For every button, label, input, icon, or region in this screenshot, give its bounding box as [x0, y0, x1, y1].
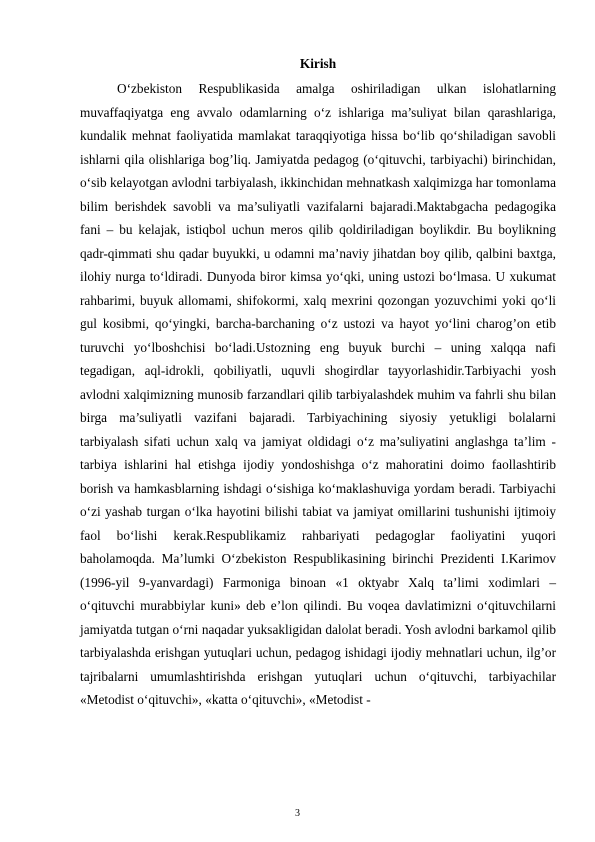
- page-number: 3: [295, 808, 300, 819]
- document-page: [80, 55, 556, 712]
- body-paragraph: O‘zbekiston Respublikasida amalga oshiriladigan ulkan islohatlarning muvaffaqiyatga eng avvalo odamlarning o‘z ishlariga ma’suliyat bilan qarashlariga, kundalik mehnat faoliyatida mamlakat taraqqiyotiga hissa bo‘lib qo‘shiladigan savobli ishlarni qila olishlariga bog’liq. Jamiyatda pedagog (o‘qituvchi, tarbiyachi) birinchidan, o‘sib kelayotgan avlodni tarbiyalash, ikkinchidan mehnatkash xalqimizga har tomonlama bilim berishdek savobli va ma’suliyatli vazifalarni bajaradi.Maktabgacha pedagogika fani – bu kelajak, istiqbol uchun meros qilib qoldiriladigan boylikdir. Bu boylikning qadr-qimmati shu qadar buyukki, u odamni ma’naviy jihatdan boy qilib, qalbini baxtga, ilohiy nurga to‘ldiradi. Dunyoda biror kimsa yo‘qki, uning ustozi bo‘lmasa. U xukumat rahbarimi, buyuk allomami, shifokormi, xalq mexrini qozongan yozuvchimi yoki qo‘li gul kosibmi, qo‘yingki, barcha-barchaning o‘z ustozi va hayot yo‘lini charog’on etib turuvchi yo‘lboshchisi bo‘ladi.Ustozning eng buyuk burchi – uning xalqqa nafi tegadigan, aql-idrokli, qobiliyatli, uquvli shogirdlar tayyorlashidir.Tarbiyachi yosh avlodni xalqimizning munosib farzandlari qilib tarbiyalashdek muhim va fahrli shu bilan birga ma’suliyatli vazifani bajaradi. Tarbiyachining siyosiy yetukligi bolalarni tarbiyalash sifati uchun xalq va jamiyat oldidagi o‘z ma’suliyatini anglashga ta’lim - tarbiya ishlarini hal etishga ijodiy yondoshishga o‘z mahoratini doimo faollashtirib borish va hamkasblarning ishdagi o‘sishiga ko‘maklashuviga yordam beradi. Tarbiyachi o‘zi yashab turgan o‘lka hayotini bilishi tabiat va jamiyat omillarini tushunishi ijtimoiy faol bo‘lishi kerak.Respublikamiz rahbariyati pedagoglar faoliyatini yuqori baholamoqda. Ma’lumki O‘zbekiston Respublikasining birinchi Prezidenti I.Karimov (1996-yil 9-yanvardagi) Farmoniga binoan «1 oktyabr Xalq ta’limi xodimlari – o‘qituvchi murabbiylar kuni» deb e’lon qilindi. Bu voqea davlatimizni o‘qituvchilarni jamiyatda tutgan o‘rni naqadar yuksakligidan dalolat beradi. Yosh avlodni barkamol qilib tarbiyalashda erishgan yutuqlari uchun, pedagog ishidagi ijodiy mehnatlari uchun, ilg’or tajribalarni umumlashtirishda erishgan yutuqlari uchun o‘qituvchi, tarbiyachilar «Metodist o‘qituvchi», «katta o‘qituvchi», «Metodist -: [80, 81, 556, 707]
- section-title: Kirish: [299, 56, 337, 71]
